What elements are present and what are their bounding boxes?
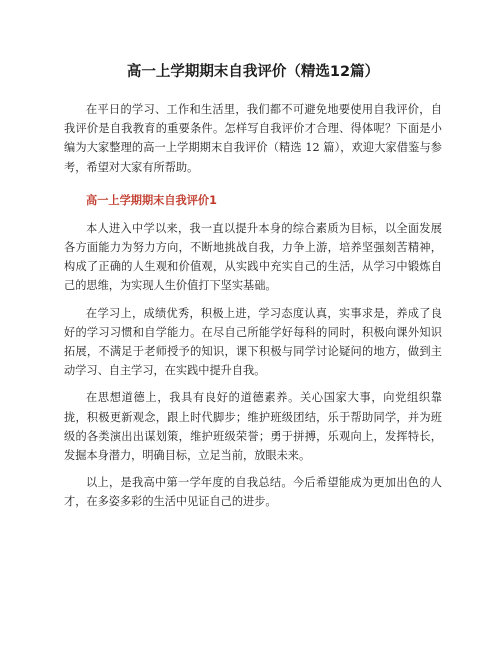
section-heading: 高一上学期期末自我评价1 bbox=[86, 193, 217, 207]
intro-paragraph: 在平日的学习、工作和生活里，我们都不可避免地要使用自我评价，自我评价是自我教育的重要条件。怎样写自我评价才合理、得体呢？下面是小编为大家整理的高一上学期期末自我评价（精选 12 篇），欢迎大家借鉴与参考，希望对大家有所帮助。 bbox=[64, 103, 442, 174]
body-paragraph-3: 在思想道德上，我具有良好的道德素养。关心国家大事，向党组织靠拢，积极更新观念，跟上时代脚步；维护班级团结，乐于帮助同学，并为班级的各类演出出谋划策，维护班级荣誉；勇于拼搏，乐观向上，发挥特长，发掘本身潜力，明确目标，立足当前，放眼未来。 bbox=[64, 391, 442, 463]
document-page bbox=[64, 62, 442, 520]
body-paragraph-1: 本人进入中学以来，我一直以提升本身的综合素质为目标，以全面发展各方面能力为努力方向，不断地挑战自我，力争上游，培养坚强刻苦精神，构成了正确的人生观和价值观，从实践中充实自己的生活，从学习中锻炼自己的思维，为实现人生价值打下坚实基础。 bbox=[64, 221, 442, 293]
body-paragraph-2: 在学习上，成绩优秀，积极上进，学习态度认真，实事求是，养成了良好的学习习惯和自学能力。在尽自己所能学好每科的同时，积极向课外知识拓展，不满足于老师授予的知识，课下积极与同学讨论疑问的地方，做到主动学习、自主学习，在实践中提升自我。 bbox=[64, 306, 442, 378]
document-title: 高一上学期期末自我评价（精选12篇） bbox=[126, 64, 380, 80]
body-paragraph-4: 以上，是我高中第一学年度的自我总结。今后希望能成为更加出色的人才，在多姿多彩的生活中见证自己的进步。 bbox=[64, 476, 442, 509]
